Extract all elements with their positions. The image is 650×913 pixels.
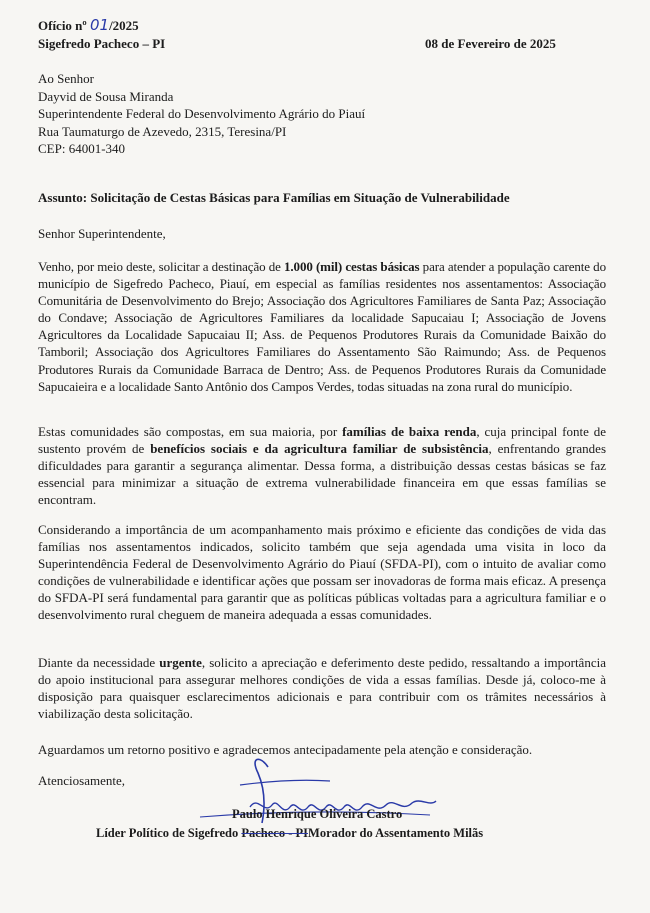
paragraph-communities-text-1: Estas comunidades são compostas, em sua maioria, por [38, 424, 343, 439]
paragraph-communities [38, 423, 606, 508]
paragraph-urgency-text-1: Diante da necessidade [38, 655, 160, 670]
paragraph-visit-request: Considerando a importância de um acompanhamento mais próximo e eficiente das condições de vida das famílias nos assentamentos indicados, solicito também que seja agendada uma visita in loco da Superintendência Federal de Desenvolvimento Agrário do Piauí (SFDA-PI), com o intuito de avaliar como condições de vulnerabilidade e identificar ações que possam ser inovadoras de forma mais eficaz. A presença do SFDA-PI será fundamental para garantir que as políticas públicas voltadas para a agricultura familiar e o desenvolvimento rural cheguem de maneira adequada a essas comunidades. [38, 522, 606, 623]
signer-name: Paulo Henrique Oliveira Castro [232, 807, 403, 821]
recipient-salutation: Ao Senhor [38, 71, 94, 86]
paragraph-urgency-text-2: , solicito a apreciação e deferimento deste pedido, ressaltando a importância do apoio institucional para assegurar melhores condições de vida a essas famílias. Desde já, coloco-me à disposição para quaisquer esclarecimentos adicionais e para contribuir com os trâmites necessários à viabilização desta solicitação. [38, 655, 606, 722]
office-number-handwritten: 01 [89, 16, 110, 34]
subject-line: Assunto: Solicitação de Cestas Básicas para Famílias em Situação de Vulnerabilidade [38, 190, 510, 205]
paragraph-request-text-2: para atender a população carente do município de Sigefredo Pacheco, Piauí, em especial as famílias residentes nos assentamentos: Associação Comunitária de Desenvolvimento do Brejo; Associação dos Agricultores Familiares de Santa Paz; Associação do Condave; Associação de Agricultores Familiares da localidade Sapucaiau I; Associação de Jovens Agricultores da Localidade Sapucaiau II; Ass. de Pequenos Produtores Rurais da Comunidade Baixão do Tamboril; Associação dos Agricultores Familiares do Assentamento São Raimundo; Ass. de Pequenos Produtores Rurais da Comunidade Barraca de Dentro; Ass. de Pequenos Produtores Rurais da Comunidade Sapucaieira e a localidade Santo Antônio dos Campos Verdes, todas situadas na zona rural do município. [38, 259, 606, 394]
letter-date: 08 de Fevereiro de 2025 [425, 36, 556, 51]
paragraph-thanks: Aguardamos um retorno positivo e agradecemos antecipadamente pela atenção e consideração. [38, 742, 533, 757]
office-number-line [38, 17, 139, 34]
recipient-block [38, 70, 365, 158]
recipient-cep: CEP: 64001-340 [38, 141, 126, 156]
recipient-position: Superintendente Federal do Desenvolvimento Agrário do Piauí [38, 106, 366, 121]
signer-role-text-2: Morador do Assentamento Milãs [308, 826, 484, 840]
recipient-name: Dayvid de Sousa Miranda [38, 88, 174, 104]
closing: Atenciosamente, [38, 773, 125, 788]
benefits-emphasis: benefícios sociais e da agricultura familiar de subsistência [150, 441, 489, 457]
signer-role-struck: Pacheco - PI [241, 826, 309, 840]
greeting: Senhor Superintendente, [38, 226, 166, 241]
urgent-emphasis: urgente [159, 655, 202, 670]
signer-role [96, 826, 483, 841]
paragraph-communities-text-2: , cuja principal fonte de sustento provém de [38, 424, 606, 457]
low-income-emphasis: famílias de baixa renda [342, 424, 477, 439]
paragraph-request [38, 258, 606, 395]
paragraph-request-text-1: Venho, por meio deste, solicitar a destinação de [38, 259, 284, 274]
paragraph-urgency [38, 654, 606, 722]
recipient-address: Rua Taumaturgo de Azevedo, 2315, Teresina/PI [38, 123, 287, 139]
signer-role-text-1: Líder Político de Sigefredo [96, 826, 242, 840]
office-label: Ofício nº [38, 18, 87, 33]
city-line: Sigefredo Pacheco – PI [38, 36, 166, 51]
baskets-quantity: 1.000 (mil) cestas básicas [284, 259, 420, 274]
office-year: /2025 [109, 18, 139, 33]
paragraph-communities-text-3: , enfrentando grandes dificuldades para garantir a segurança alimentar. Dessa forma, a distribuição dessas cestas básicas se faz essencial para minimizar a situação de extrema vulnerabilidade financeira em que essas famílias se encontram. [38, 441, 607, 508]
